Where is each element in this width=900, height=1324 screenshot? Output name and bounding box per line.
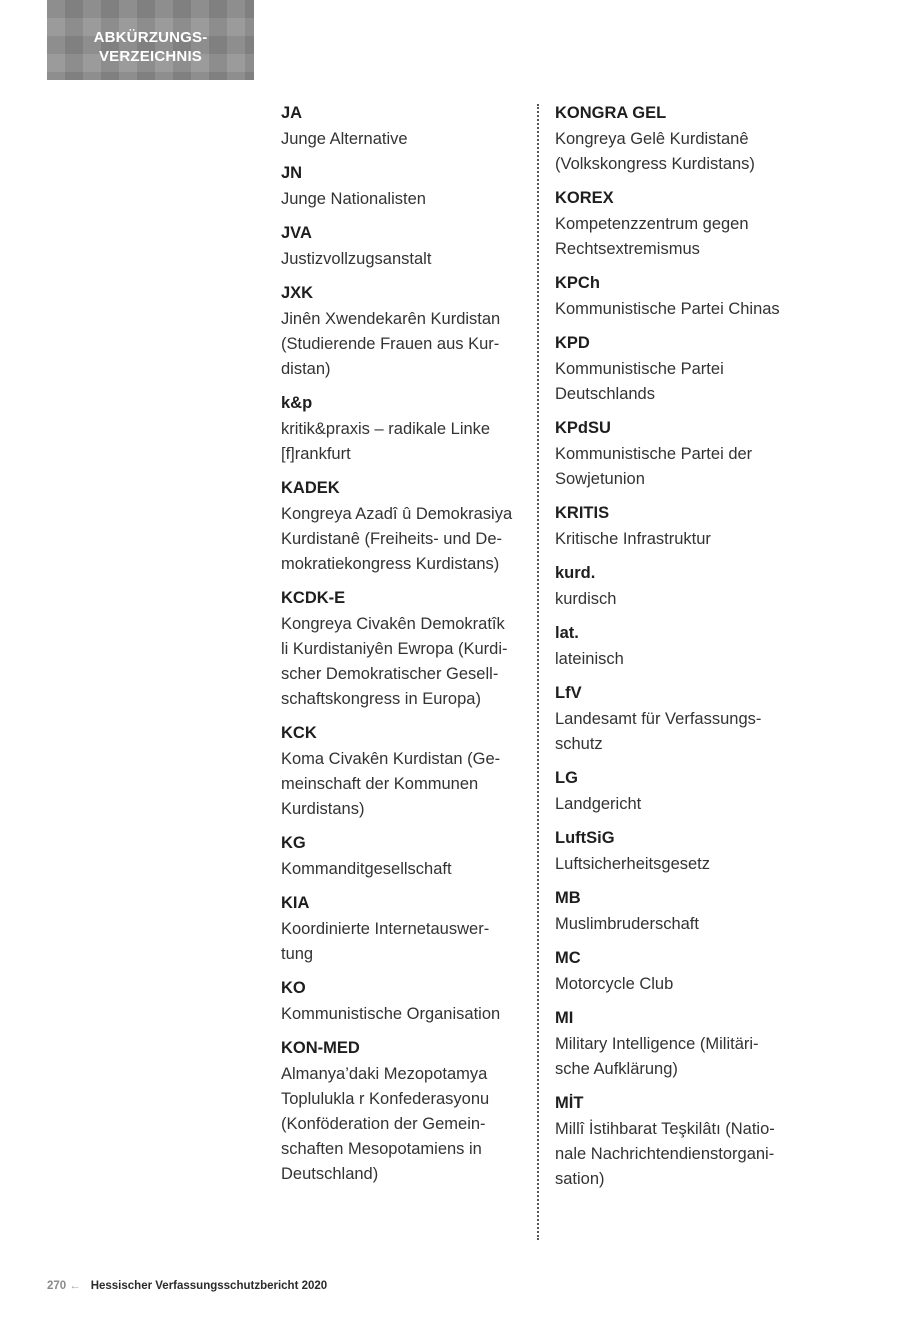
abbreviation-term: MB <box>555 889 581 907</box>
abbreviation-term: LfV <box>555 684 582 702</box>
column-divider <box>537 104 539 1240</box>
abbreviation-definition: Muslimbruderschaft <box>555 915 699 933</box>
abbreviation-entry <box>555 767 805 817</box>
abbreviation-definition: Landesamt für Verfassungs- schutz <box>555 710 762 753</box>
abbreviation-definition: Luftsicherheitsgesetz <box>555 855 711 873</box>
abbreviation-term: KCDK-E <box>281 589 346 607</box>
abbreviation-entry <box>281 282 526 382</box>
section-tab-line2: VERZEICHNIS <box>98 48 203 65</box>
abbreviation-term: KO <box>281 979 306 997</box>
abbreviation-entry <box>555 1092 805 1192</box>
abbreviation-definition: Kommunistische Partei der Sowjetunion <box>555 445 753 488</box>
abbreviation-entry <box>281 832 526 882</box>
abbreviation-term: KG <box>281 834 306 852</box>
abbreviation-entry <box>555 102 805 177</box>
abbreviation-definition: Landgericht <box>555 795 642 813</box>
abbreviation-entry <box>281 722 526 822</box>
abbreviation-definition: Kommunistische Partei Chinas <box>555 300 780 318</box>
abbreviation-entry <box>555 417 805 492</box>
abbreviation-entry <box>555 502 805 552</box>
abbreviation-entry <box>555 827 805 877</box>
abbreviation-column-right <box>555 102 805 1202</box>
abbreviation-term: KONGRA GEL <box>555 104 667 122</box>
abbreviation-term: MI <box>555 1009 574 1027</box>
abbreviation-term: MİT <box>555 1094 584 1112</box>
abbreviation-definition: Almanya’daki Mezopotamya Toplulukla r Konfederasyonu (Konföderation der Gemein- schaften Mesopotamiens in Deutschland) <box>281 1065 490 1183</box>
abbreviation-definition: Motorcycle Club <box>555 975 674 993</box>
abbreviation-entry <box>555 332 805 407</box>
abbreviation-definition: Justizvollzugsanstalt <box>281 250 432 268</box>
abbreviation-definition: lateinisch <box>555 650 624 668</box>
abbreviation-definition: kritik&praxis – radikale Linke [f]rankfurt <box>281 420 491 463</box>
section-tab <box>47 0 254 80</box>
abbreviation-definition: Kommanditgesellschaft <box>281 860 452 878</box>
abbreviation-term: MC <box>555 949 581 967</box>
abbreviation-entry <box>555 562 805 612</box>
abbreviation-entry <box>281 892 526 967</box>
abbreviation-term: LG <box>555 769 578 787</box>
abbreviation-definition: Kompetenzzentrum gegen Rechtsextremismus <box>555 215 749 258</box>
abbreviation-term: KOREX <box>555 189 614 207</box>
abbreviation-definition: Koma Civakên Kurdistan (Ge- meinschaft der Kommunen Kurdistans) <box>281 750 501 818</box>
page-number: 270 <box>47 1280 67 1292</box>
abbreviation-entry <box>281 392 526 467</box>
section-tab-line1: ABKÜRZUNGS- <box>93 29 208 46</box>
abbreviation-definition: Kritische Infrastruktur <box>555 530 711 548</box>
abbreviation-definition: Kommunistische Partei Deutschlands <box>555 360 724 403</box>
abbreviation-term: JVA <box>281 224 312 242</box>
abbreviation-entry <box>555 682 805 757</box>
abbreviation-term: KON-MED <box>281 1039 360 1057</box>
abbreviation-definition: Kongreya Azadî û Demokrasiya Kurdistanê (Freiheits- und De- mokratiekongress Kurdistans) <box>281 505 513 573</box>
abbreviation-entry <box>281 162 526 212</box>
abbreviation-entry <box>555 272 805 322</box>
abbreviation-definition: Kongreya Civakên Demokratîk li Kurdistaniyên Ewropa (Kurdi- scher Demokratischer Gesell- schaftskongress in Europa) <box>281 615 508 708</box>
abbreviation-term: KCK <box>281 724 317 742</box>
abbreviation-entry <box>555 622 805 672</box>
abbreviation-entry <box>555 887 805 937</box>
abbreviation-definition: Junge Nationalisten <box>281 190 426 208</box>
abbreviation-term: k&p <box>281 394 313 412</box>
abbreviation-term: KPCh <box>555 274 600 292</box>
abbreviation-entry <box>555 947 805 997</box>
abbreviation-column-left <box>281 102 526 1197</box>
abbreviation-definition: Millî İstihbarat Teşkilâtı (Natio- nale Nachrichtendienstorgani- sation) <box>555 1120 775 1188</box>
publication-title: Hessischer Verfassungsschutzbericht 2020 <box>90 1280 328 1292</box>
abbreviation-entry <box>555 1007 805 1082</box>
abbreviation-term: KRITIS <box>555 504 610 522</box>
arrow-left-icon[interactable]: ← <box>69 1280 81 1292</box>
abbreviation-term: KIA <box>281 894 310 912</box>
abbreviation-entry <box>281 222 526 272</box>
abbreviation-term: kurd. <box>555 564 596 582</box>
abbreviation-entry <box>281 587 526 712</box>
abbreviation-entry <box>281 102 526 152</box>
abbreviation-definition: Military Intelligence (Militäri- sche Aufklärung) <box>555 1035 759 1078</box>
abbreviation-term: lat. <box>555 624 579 642</box>
abbreviation-term: LuftSiG <box>555 829 615 847</box>
abbreviation-entry <box>281 977 526 1027</box>
abbreviation-term: KPdSU <box>555 419 611 437</box>
abbreviation-term: JN <box>281 164 303 182</box>
abbreviation-definition: Kongreya Gelê Kurdistanê (Volkskongress Kurdistans) <box>555 130 755 173</box>
abbreviation-term: KADEK <box>281 479 340 497</box>
abbreviation-term: KPD <box>555 334 590 352</box>
abbreviation-definition: kurdisch <box>555 590 617 608</box>
abbreviation-definition: Kommunistische Organisation <box>281 1005 501 1023</box>
abbreviation-entry <box>555 187 805 262</box>
abbreviation-definition: Junge Alternative <box>281 130 408 148</box>
abbreviation-term: JA <box>281 104 303 122</box>
abbreviation-entry <box>281 1037 526 1187</box>
abbreviation-definition: Koordinierte Internetauswer- tung <box>281 920 490 963</box>
abbreviation-term: JXK <box>281 284 314 302</box>
abbreviation-entry <box>281 477 526 577</box>
abbreviation-definition: Jinên Xwendekarên Kurdistan (Studierende Frauen aus Kur- distan) <box>281 310 501 378</box>
page-footer <box>47 1278 327 1294</box>
